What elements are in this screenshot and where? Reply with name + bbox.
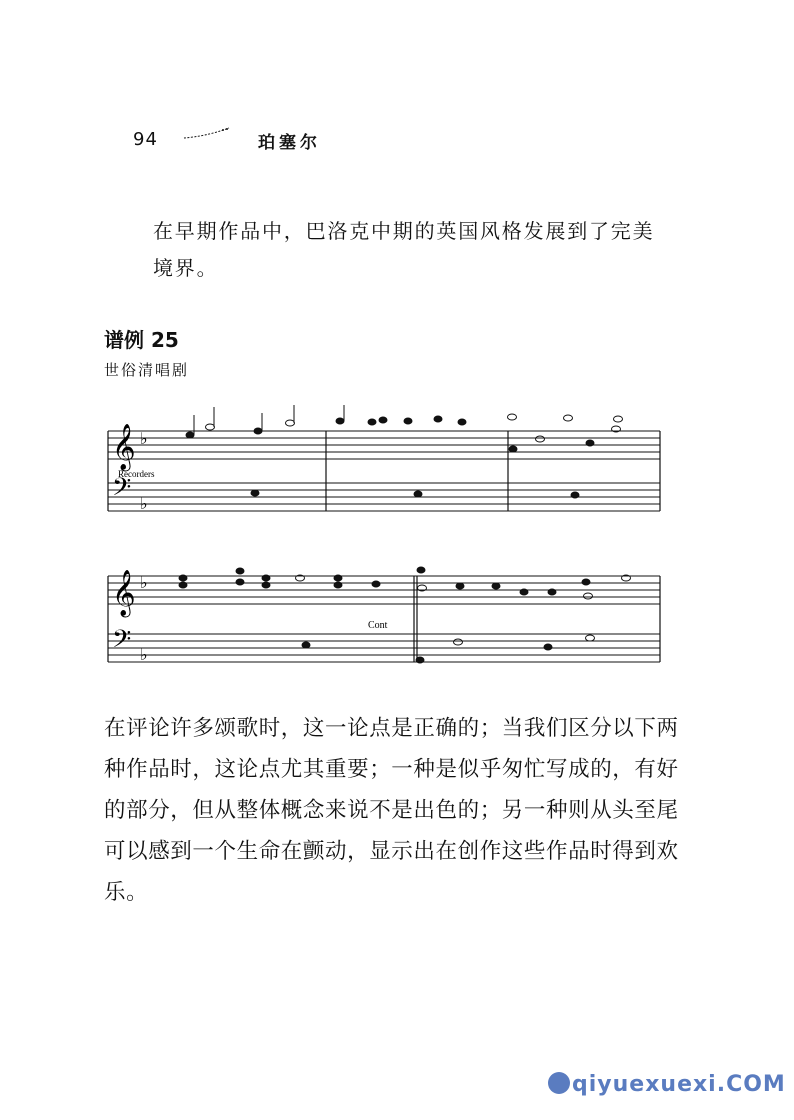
score-system-2	[100, 556, 665, 668]
treble-clef-icon: 𝄞	[112, 424, 136, 469]
treble-staff-lines	[108, 576, 660, 604]
score-system-1	[100, 405, 665, 515]
q-music-logo-icon	[548, 1072, 570, 1094]
bass-clef-icon: 𝄢	[112, 474, 132, 507]
example-subtitle: 世俗清唱剧	[104, 361, 190, 379]
flat-key-signature-icon: ♭	[140, 431, 148, 448]
barlines	[108, 576, 660, 662]
watermark-text: qiyuexuexi.COM	[572, 1072, 786, 1097]
bass-notes	[302, 635, 595, 663]
instrument-label: Recorders	[118, 469, 155, 479]
running-title: 珀塞尔	[258, 133, 321, 153]
intro-paragraph: 在早期作品中，巴洛克中期的英国风格发展到了完美境界。	[153, 219, 655, 280]
header-ornament-icon	[183, 126, 231, 140]
flat-key-signature-icon: ♭	[140, 575, 148, 592]
treble-clef-icon: 𝄞	[112, 570, 136, 615]
flat-key-signature-icon: ♭	[140, 647, 148, 664]
continuo-label: Cont	[368, 620, 388, 631]
body-paragraph: 在评论许多颂歌时，这一论点是正确的；当我们区分以下两种作品时，这论点尤其重要；一种是似乎匆忙写成的，有好的部分，但从整体概念来说不是出色的；另一种则从头至尾可以感到一个生命在颤动，显示出在创作这些作品时得到欢乐。	[104, 716, 679, 905]
example-title: 谱例 25	[104, 328, 179, 352]
bass-clef-icon: 𝄢	[112, 626, 132, 659]
flat-key-signature-icon: ♭	[140, 496, 148, 513]
page-number: 94	[133, 129, 158, 150]
barlines	[108, 431, 660, 511]
watermark	[548, 1072, 786, 1097]
bass-staff-lines	[108, 634, 660, 662]
